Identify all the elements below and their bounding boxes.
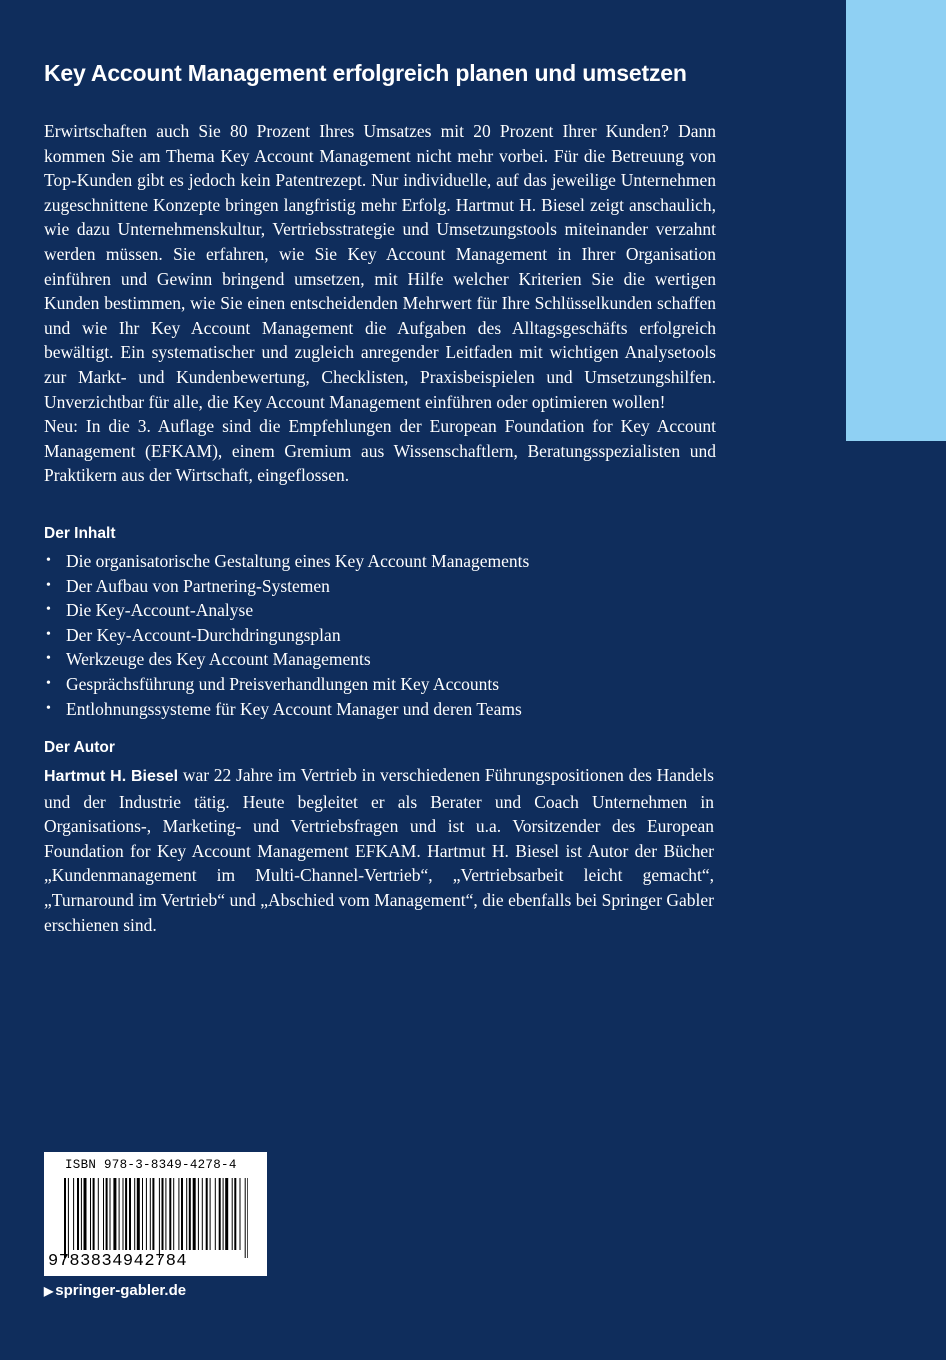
barcode-bar (159, 1178, 160, 1258)
bullet-icon: • (46, 651, 51, 667)
bullet-icon: • (46, 675, 51, 691)
list-item-label: Gesprächsführung und Preisverhandlungen mit Key Accounts (66, 673, 500, 694)
barcode-bar (247, 1178, 248, 1258)
barcode-bar (234, 1178, 236, 1250)
barcode-bar (106, 1178, 108, 1250)
barcode-bar (125, 1178, 127, 1250)
barcode-bar (215, 1178, 216, 1250)
barcode-bar (189, 1178, 191, 1250)
list-item (44, 697, 716, 722)
isbn-text: ISBN 978-3-8349-4278-4 (65, 1158, 237, 1172)
barcode-bar (123, 1178, 124, 1250)
contents-heading: Der Inhalt (44, 525, 116, 542)
accent-strip (846, 0, 946, 441)
barcode-bar (240, 1178, 241, 1250)
barcode-bar (193, 1178, 196, 1250)
barcode-bar (202, 1178, 203, 1250)
barcode-bar (142, 1178, 143, 1250)
list-item-label: Die organisatorische Gestaltung eines Key Account Managements (66, 551, 530, 571)
barcode-bar (98, 1178, 99, 1250)
barcode-bar (165, 1178, 166, 1250)
barcode-bar (225, 1178, 228, 1250)
barcode-bar (90, 1178, 91, 1250)
author-heading: Der Autor (44, 739, 115, 756)
barcode-bar (198, 1178, 199, 1250)
barcode-digits: 9783834942784 (48, 1252, 188, 1271)
page-title: Key Account Management erfolgreich planen und umsetzen (44, 60, 687, 86)
barcode-bar (152, 1178, 154, 1250)
list-item (44, 574, 716, 599)
barcode-bar (110, 1178, 111, 1250)
barcode-bar (169, 1178, 171, 1250)
barcode-bar (173, 1178, 174, 1250)
intro-paragraph: Erwirtschaften auch Sie 80 Prozent Ihres Umsatzes mit 20 Prozent Ihrer Kunden? Dann kommen Sie am Thema Key Account Management nicht mehr vorbei. Für die Betreuung von Top-Kunden gibt es jedoch kein Patentrezept. Nur individuelle, auf das jeweilige Unternehmen zugeschnittene Konzepte bringen langfristig mehr Erfolg. Hartmut H. Biesel zeigt anschaulich, wie dazu Unternehmenskultur, Vertriebsstrategie und Umsetzungstools miteinander verzahnt werden müssen. Sie erfahren, wie Sie Key Account Management in Ihrer Organisation einführen und Gewinn bringend umsetzen, mit Hilfe welcher Kriterien Sie die wertigen Kunden bestimmen, wie Sie einen entscheidenden Mehrwert für Ihre Schlüsselkunden schaffen und wie Ihr Key Account Management die Aufgaben des Alltagsgeschäfts erfolgreich bewältigt. Ein systematischer und zugleich anregender Leitfaden mit wichtigen Analysetools zur Markt- und Kundenbewertung, Checklisten, Praxisbeispielen und Umsetzungshilfen. Unverzichtbar für alle, die Key Account Management einführen oder optimieren wollen! (44, 121, 716, 412)
barcode-bar (219, 1178, 221, 1250)
bullet-icon: • (46, 700, 51, 716)
barcode-bar (245, 1178, 246, 1258)
publisher-url: springer-gabler.de (55, 1282, 187, 1299)
list-item-label: Werkzeuge des Key Account Managements (66, 649, 371, 670)
list-item-label: Entlohnungssysteme für Key Account Manager und deren Teams (66, 698, 522, 719)
barcode-bar (150, 1178, 151, 1250)
barcode-bar (181, 1178, 183, 1250)
list-item-label: Die Key-Account-Analyse (66, 600, 254, 621)
description-block (44, 60, 716, 488)
barcode-label (44, 1152, 267, 1276)
bullet-icon: • (46, 602, 51, 618)
barcode-bar (77, 1178, 79, 1250)
list-item (44, 623, 716, 648)
publisher-link[interactable] (44, 1282, 186, 1299)
play-arrow-icon: ▶ (44, 1284, 54, 1298)
barcode-bar (178, 1178, 179, 1250)
bullet-icon: • (46, 626, 51, 642)
contents-list (44, 549, 716, 721)
barcode-bar (68, 1178, 69, 1258)
barcode-bar (210, 1178, 211, 1250)
barcode-bar (206, 1178, 208, 1250)
barcode-bar (64, 1178, 66, 1258)
author-name: Hartmut H. Biesel (44, 768, 179, 785)
list-item (44, 647, 716, 672)
new-edition-note: Neu: In die 3. Auflage sind die Empfehlungen der European Foundation for Key Account Management (EFKAM), einem Gremium aus Wissenschaftlern, Beratungsspezialisten und Praktikern aus der Wirtschaft, eingeflossen. (44, 416, 716, 486)
author-bio-text: war 22 Jahre im Vertrieb in verschiedenen Führungspositionen des Handels und der Industrie tätig. Heute begleitet er als Berater und Coach Unternehmen in Organisations-, Marketing- und Vertriebsfragen und ist u.a. Vorsitzender des European Foundation for Key Account Management EFKAM. Hartmut H. Biesel ist Autor der Bücher „Kundenmanagement im Multi-Channel-Vertrieb“, „Vertriebsarbeit leicht gemacht“, „Turnaround im Vertrieb“ und „Abschied vom Management“, die ebenfalls bei Springer Gabler erschienen sind. (44, 765, 714, 935)
barcode-bar (113, 1178, 116, 1250)
barcode-bar (73, 1178, 74, 1250)
list-item (44, 598, 716, 623)
barcode-bar (186, 1178, 187, 1250)
barcode-bar (81, 1178, 82, 1250)
barcode-bars (64, 1178, 248, 1258)
list-item-label: Der Key-Account-Durchdringungsplan (66, 624, 341, 645)
barcode-bar (146, 1178, 147, 1250)
barcode-bar (232, 1178, 233, 1250)
barcode-bar (223, 1178, 224, 1250)
bullet-icon: • (46, 553, 51, 568)
list-item (44, 549, 716, 574)
bullet-icon: • (46, 577, 51, 593)
barcode-bar (93, 1178, 95, 1250)
barcode-bar (84, 1178, 87, 1250)
list-item-label: Der Aufbau von Partnering-Systemen (66, 575, 330, 596)
barcode-bar (119, 1178, 120, 1250)
list-item (44, 672, 716, 697)
barcode-bar (137, 1178, 140, 1250)
barcode-bar (162, 1178, 164, 1250)
barcode-bar (129, 1178, 131, 1250)
barcode-bar (134, 1178, 135, 1250)
author-bio (44, 763, 714, 937)
barcode-bar (103, 1178, 104, 1250)
